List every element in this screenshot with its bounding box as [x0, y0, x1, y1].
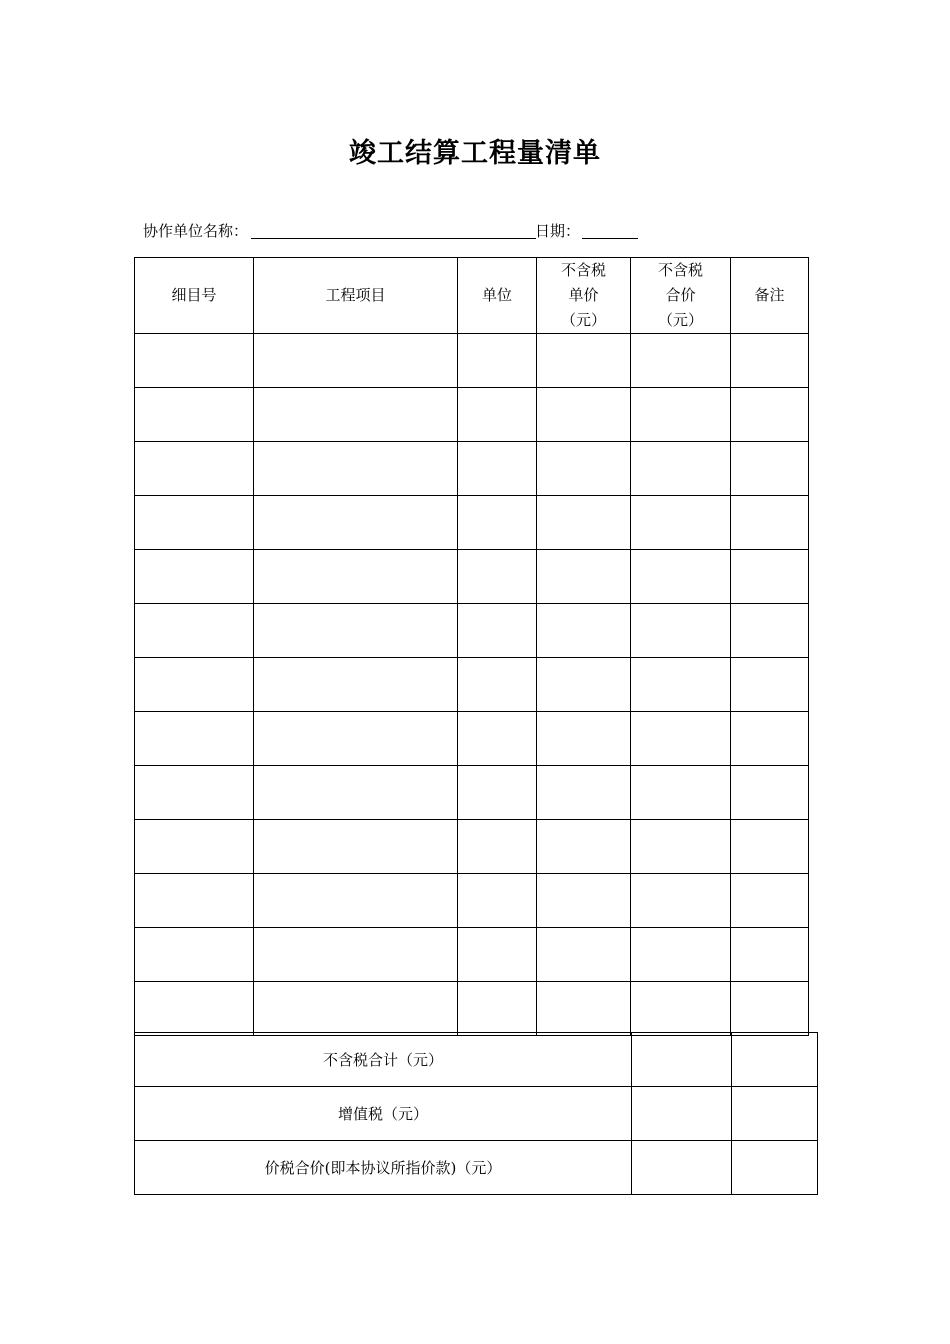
- table-cell[interactable]: [731, 550, 809, 604]
- totals-amount[interactable]: [632, 1141, 732, 1195]
- totals-table: [134, 1032, 818, 1195]
- table-cell[interactable]: [135, 982, 254, 1036]
- table-cell[interactable]: [537, 496, 631, 550]
- totals-note[interactable]: [732, 1033, 818, 1087]
- table-row: [135, 550, 809, 604]
- column-header-line: 工程项目: [325, 286, 386, 304]
- column-header: [254, 258, 458, 334]
- column-header: [135, 258, 254, 334]
- table-cell[interactable]: [731, 712, 809, 766]
- table-cell[interactable]: [458, 604, 537, 658]
- table-row: [135, 604, 809, 658]
- table-cell[interactable]: [135, 712, 254, 766]
- totals-amount[interactable]: [632, 1033, 732, 1087]
- column-header-line: （元）: [657, 311, 703, 329]
- table-cell[interactable]: [254, 550, 458, 604]
- table-cell[interactable]: [631, 928, 731, 982]
- date-label: 日期：: [535, 222, 581, 240]
- table-cell[interactable]: [458, 874, 537, 928]
- page-title: 竣工结算工程量清单: [349, 138, 601, 169]
- table-cell[interactable]: [537, 388, 631, 442]
- table-cell[interactable]: [458, 334, 537, 388]
- table-cell[interactable]: [254, 388, 458, 442]
- table-cell[interactable]: [458, 496, 537, 550]
- table-cell[interactable]: [631, 388, 731, 442]
- table-cell[interactable]: [135, 550, 254, 604]
- table-cell[interactable]: [537, 550, 631, 604]
- table-row: [135, 820, 809, 874]
- table-body: [135, 334, 809, 1036]
- column-header-line: 不含税: [657, 261, 703, 279]
- totals-note[interactable]: [732, 1141, 818, 1195]
- table-cell[interactable]: [254, 766, 458, 820]
- table-cell[interactable]: [631, 820, 731, 874]
- table-cell[interactable]: [135, 820, 254, 874]
- table-cell[interactable]: [731, 928, 809, 982]
- column-header-line: 合价: [665, 286, 696, 304]
- table-row: [135, 496, 809, 550]
- totals-row: [135, 1141, 818, 1195]
- table-cell[interactable]: [731, 658, 809, 712]
- table-cell[interactable]: [731, 442, 809, 496]
- table-cell[interactable]: [254, 442, 458, 496]
- table-cell[interactable]: [254, 820, 458, 874]
- table-cell[interactable]: [135, 766, 254, 820]
- table-cell[interactable]: [731, 820, 809, 874]
- table-cell[interactable]: [631, 496, 731, 550]
- date-field[interactable]: [582, 238, 638, 239]
- table-row: [135, 982, 809, 1036]
- table-cell[interactable]: [631, 982, 731, 1036]
- table-cell[interactable]: [537, 766, 631, 820]
- totals-label: 不含税合计（元）: [135, 1033, 632, 1087]
- table-row: [135, 766, 809, 820]
- company-label: 协作单位名称：: [143, 222, 249, 240]
- table-cell[interactable]: [631, 442, 731, 496]
- table-cell[interactable]: [135, 334, 254, 388]
- table-cell[interactable]: [254, 874, 458, 928]
- table-cell[interactable]: [631, 874, 731, 928]
- table-cell[interactable]: [254, 982, 458, 1036]
- table-cell[interactable]: [458, 658, 537, 712]
- column-header-line: 备注: [754, 286, 785, 304]
- table-row: [135, 928, 809, 982]
- table-cell[interactable]: [135, 442, 254, 496]
- table-cell[interactable]: [731, 604, 809, 658]
- totals-row: [135, 1087, 818, 1141]
- column-header: [537, 258, 631, 334]
- table-cell[interactable]: [631, 334, 731, 388]
- table-cell[interactable]: [135, 388, 254, 442]
- table-cell[interactable]: [458, 550, 537, 604]
- column-header: [458, 258, 537, 334]
- table-cell[interactable]: [537, 712, 631, 766]
- table-cell[interactable]: [537, 604, 631, 658]
- column-header-line: （元）: [560, 311, 606, 329]
- table-cell[interactable]: [631, 766, 731, 820]
- totals-label: 价税合价(即本协议所指价款)（元）: [135, 1141, 632, 1195]
- column-header-line: 细目号: [171, 286, 217, 304]
- table-cell[interactable]: [537, 442, 631, 496]
- column-header-line: 不含税: [560, 261, 606, 279]
- table-cell[interactable]: [458, 442, 537, 496]
- column-header: [731, 258, 809, 334]
- table-cell[interactable]: [135, 604, 254, 658]
- table-cell[interactable]: [135, 874, 254, 928]
- table-cell[interactable]: [537, 658, 631, 712]
- column-header-line: 单位: [481, 286, 512, 304]
- table-cell[interactable]: [135, 496, 254, 550]
- table-cell[interactable]: [631, 658, 731, 712]
- table-cell[interactable]: [731, 496, 809, 550]
- table-row: [135, 388, 809, 442]
- table-cell[interactable]: [458, 712, 537, 766]
- table-cell[interactable]: [254, 334, 458, 388]
- table-cell[interactable]: [731, 388, 809, 442]
- table-cell[interactable]: [631, 550, 731, 604]
- table-cell[interactable]: [254, 604, 458, 658]
- table-cell[interactable]: [458, 928, 537, 982]
- totals-label: 增值税（元）: [135, 1087, 632, 1141]
- table-cell[interactable]: [731, 982, 809, 1036]
- table-cell[interactable]: [731, 766, 809, 820]
- totals-note[interactable]: [732, 1087, 818, 1141]
- table-cell[interactable]: [537, 874, 631, 928]
- column-header-line: 单价: [568, 286, 599, 304]
- table-cell[interactable]: [254, 712, 458, 766]
- table-cell[interactable]: [631, 712, 731, 766]
- totals-row: [135, 1033, 818, 1087]
- table-row: [135, 658, 809, 712]
- table-cell[interactable]: [254, 928, 458, 982]
- table-cell[interactable]: [731, 874, 809, 928]
- totals-amount[interactable]: [632, 1087, 732, 1141]
- table-cell[interactable]: [254, 496, 458, 550]
- table-cell[interactable]: [537, 334, 631, 388]
- table-row: [135, 712, 809, 766]
- table-cell[interactable]: [458, 982, 537, 1036]
- table-cell[interactable]: [631, 604, 731, 658]
- table-cell[interactable]: [135, 658, 254, 712]
- table-row: [135, 874, 809, 928]
- table-cell[interactable]: [458, 766, 537, 820]
- quantity-table: [134, 257, 809, 1036]
- header-row: [135, 258, 809, 334]
- company-field[interactable]: [251, 238, 536, 239]
- table-cell[interactable]: [537, 820, 631, 874]
- table-cell[interactable]: [135, 928, 254, 982]
- table-cell[interactable]: [458, 388, 537, 442]
- table-cell[interactable]: [537, 928, 631, 982]
- totals-body: [135, 1033, 818, 1195]
- table-cell[interactable]: [537, 982, 631, 1036]
- table-row: [135, 334, 809, 388]
- column-header: [631, 258, 731, 334]
- table-cell[interactable]: [458, 820, 537, 874]
- table-cell[interactable]: [731, 334, 809, 388]
- table-cell[interactable]: [254, 658, 458, 712]
- table-row: [135, 442, 809, 496]
